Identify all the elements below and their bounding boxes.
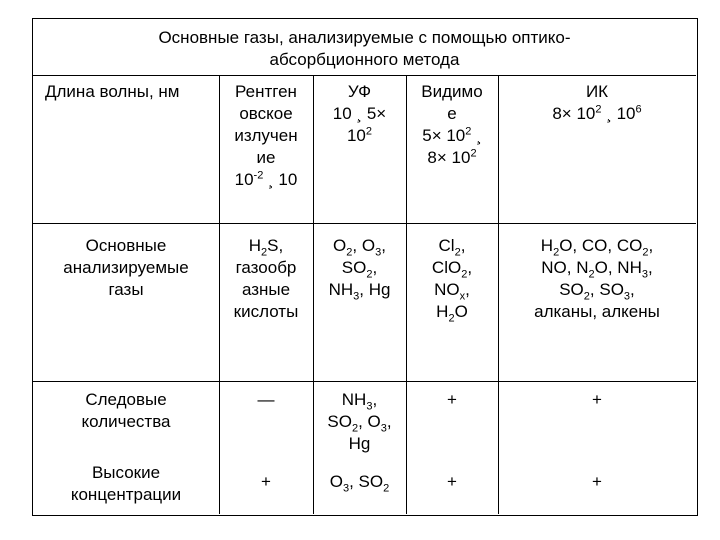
- wavelength-label: Длина волны, нм: [45, 82, 180, 101]
- xray-header-cell: Рентген овское излучен ие $10^{-2}$ ¸ 10: [234, 82, 298, 189]
- main-gases-label: Основные анализируемые газы: [63, 236, 189, 299]
- row-divider: [33, 381, 696, 382]
- gas-analysis-table: [32, 18, 698, 516]
- uv-gases-cell: $O_2$, $O_3$, $SO_2$, $NH_3$, Hg: [328, 236, 391, 303]
- table-title: Основные газы, анализируемые с помощью оптико- абсорбционного метода: [158, 28, 571, 69]
- visible-high-cell: +: [447, 472, 457, 491]
- ir-trace-cell: +: [592, 390, 602, 409]
- uv-header-cell: УФ 10 ¸ 5× $10^2$: [332, 82, 387, 145]
- ir-high-cell: +: [592, 472, 602, 491]
- xray-trace-cell: —: [257, 390, 275, 409]
- xray-high-cell: +: [261, 472, 271, 491]
- row-divider: [33, 75, 696, 76]
- trace-amounts-label: Следовые количества: [81, 390, 171, 431]
- visible-trace-cell: +: [447, 390, 457, 409]
- ir-gases-cell: $H_2O$, CO, $CO_2$, NO, $N_2O$, $NH_3$, $SO_2$, $SO_3$, алканы, алкены: [534, 236, 660, 321]
- xray-gases-cell: $H_2S$, газообр азные кислоты: [233, 236, 299, 321]
- visible-header-cell: Видимо е $5\times 10^2$ ¸ $8\times 10^2$: [421, 82, 483, 167]
- visible-gases-cell: $Cl_2$, ClO$_2$, $NO_x$, $H_2O$: [431, 236, 473, 325]
- row-divider: [33, 223, 696, 224]
- uv-trace-cell: $NH_3$, $SO_2$, $O_3$, Hg: [327, 390, 392, 453]
- ir-header-cell: ИК $8\times 10^2$ ¸ $10^6$: [552, 82, 642, 123]
- uv-high-cell: $O_3$, $SO_2$: [329, 472, 390, 495]
- high-concentrations-label: Высокие концентрации: [70, 463, 182, 504]
